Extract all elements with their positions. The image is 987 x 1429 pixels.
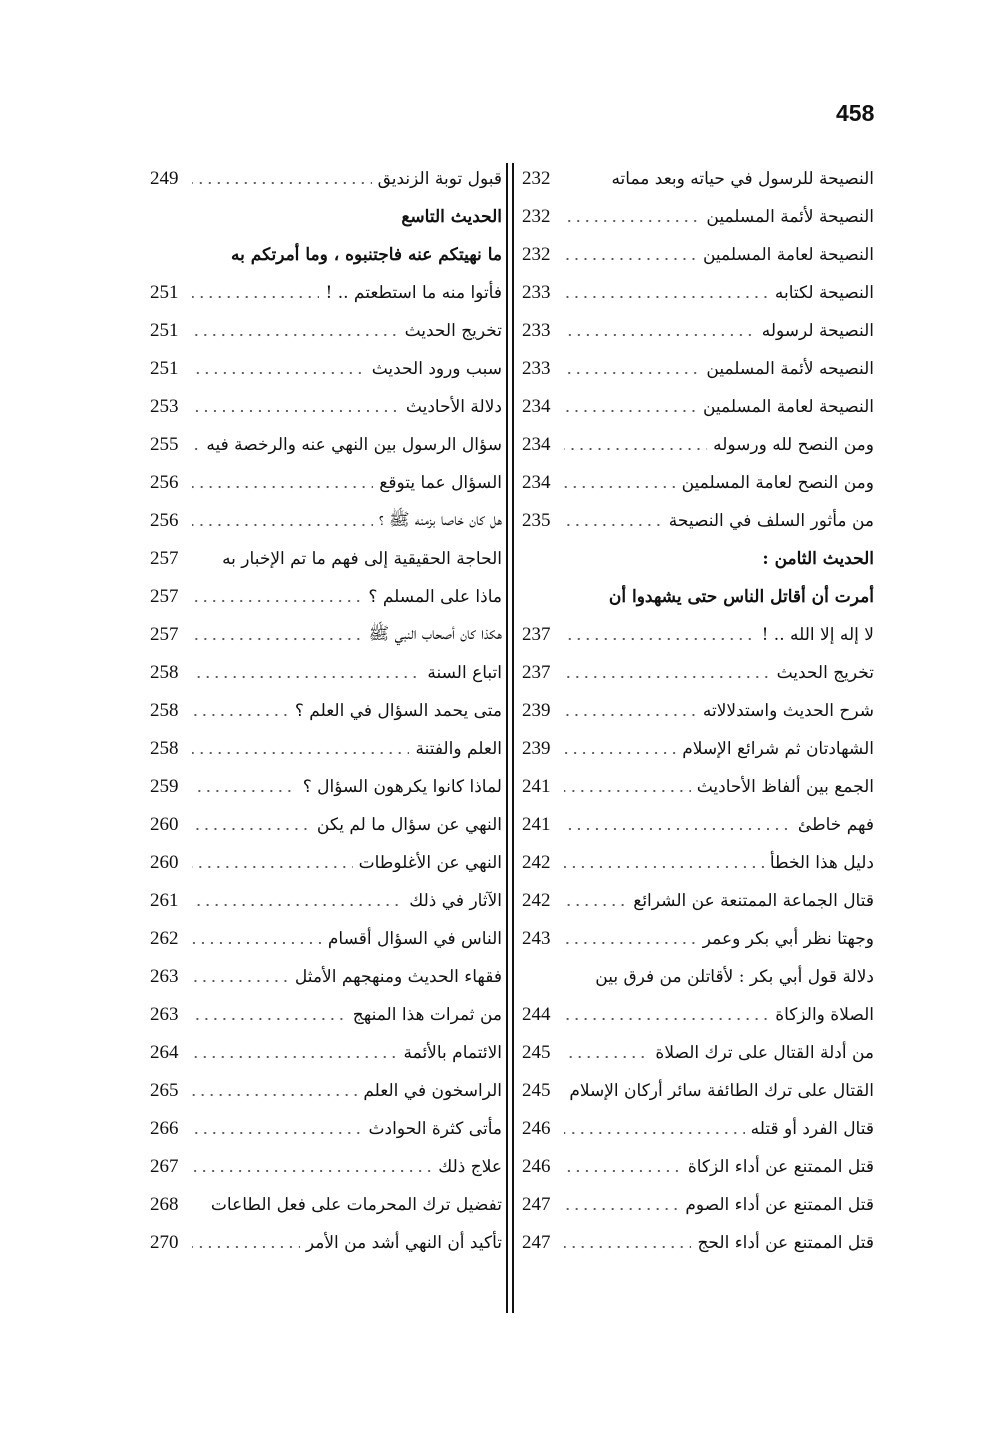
toc-entry-page: 237 (522, 624, 551, 645)
toc-entry-page: 241 (522, 814, 551, 835)
toc-entry-title: اتباع السنة (427, 663, 502, 683)
toc-entry-page: 257 (150, 548, 179, 569)
toc-entry-title: الائتمام بالأئمة (403, 1043, 502, 1063)
toc-entry-page: 264 (150, 1042, 179, 1063)
toc-entry-page: 270 (150, 1232, 179, 1253)
toc-entry-title: السؤال عما يتوقع (379, 473, 502, 493)
toc-entry-page: 232 (522, 168, 551, 189)
dot-leader (192, 1237, 300, 1249)
toc-entry-page: 256 (150, 510, 179, 531)
dot-leader (192, 781, 297, 793)
toc-entry (522, 1224, 874, 1262)
toc-entry-title: هل كان خاصا بزمنه ﷺ ؟ (378, 509, 502, 530)
column-divider (506, 163, 514, 1313)
toc-entry (522, 1072, 874, 1110)
toc-entry-page: 233 (522, 358, 551, 379)
dot-leader (192, 705, 289, 717)
toc-entry-page: 249 (150, 168, 179, 189)
dot-leader (564, 667, 771, 679)
dot-leader (564, 515, 663, 527)
toc-entry-page: 266 (150, 1118, 179, 1139)
toc-entry-title: ومن النصح لعامة المسلمين (681, 473, 874, 493)
dot-leader (192, 553, 216, 565)
toc-entry (150, 1034, 502, 1072)
toc-entry-title: ما نهيتكم عنه فاجتنبوه ، وما أمرتكم به (231, 245, 502, 265)
toc-entry-title: قتل الممتنع عن أداء الصوم (685, 1195, 874, 1215)
toc-entry-page: 258 (150, 662, 179, 683)
toc-entry (522, 388, 874, 426)
toc-entry (150, 1186, 502, 1224)
toc-entry-title: الحديث التاسع (401, 207, 502, 227)
toc-entry-page: 242 (522, 890, 551, 911)
toc-entry-page: 256 (150, 472, 179, 493)
toc-entry-page: 232 (522, 206, 551, 227)
toc-entry (150, 1224, 502, 1262)
toc-entry-title: متى يحمد السؤال في العلم ؟ (294, 701, 502, 721)
toc-entry (150, 464, 502, 502)
toc-entry-page: 241 (522, 776, 551, 797)
toc-entry-title: لماذا كانوا يكرهون السؤال ؟ (302, 777, 502, 797)
toc-entry-title: النصيحه لأئمة المسلمين (706, 359, 874, 379)
toc-entry-page: 245 (522, 1042, 551, 1063)
dot-leader (192, 1199, 205, 1211)
toc-entry-page: 243 (522, 928, 551, 949)
toc-entry-title: من أدلة القتال على ترك الصلاة (655, 1043, 874, 1063)
toc-entry (522, 616, 874, 654)
toc-entry-title: ومن النصح لله ورسوله (713, 435, 874, 455)
toc-entry-page: 247 (522, 1232, 551, 1253)
toc-entry-page: 239 (522, 738, 551, 759)
dot-leader (192, 667, 421, 679)
toc-entry-title: النصيحة لعامة المسلمين (702, 245, 874, 265)
toc-entry-title: قتل الممتنع عن أداء الحج (697, 1233, 874, 1253)
toc-entry (150, 350, 502, 388)
toc-entry-page: 265 (150, 1080, 179, 1101)
toc-entry-page: 260 (150, 814, 179, 835)
toc-entry-page: 251 (150, 320, 179, 341)
toc-entry-page: 246 (522, 1156, 551, 1177)
toc-entry-title: دلالة الأحاديث (405, 397, 502, 417)
toc-entry-page: 233 (522, 282, 551, 303)
toc-entry (150, 160, 502, 198)
toc-entry (522, 844, 874, 882)
dot-leader (192, 401, 400, 413)
toc-entry-page: 258 (150, 700, 179, 721)
toc-entry (150, 578, 502, 616)
toc-entry-title: سؤال الرسول بين النهي عنه والرخصة فيه (206, 435, 502, 455)
dot-leader (192, 173, 372, 185)
dot-leader (192, 1009, 347, 1021)
toc-entry-title: قتل الممتنع عن أداء الزكاة (687, 1157, 874, 1177)
toc-entry-title: النصيحة للرسول في حياته وبعد مماته (611, 169, 874, 189)
dot-leader (192, 477, 373, 489)
toc-entry (150, 958, 502, 996)
toc-entry-page: 263 (150, 1004, 179, 1025)
page-number: 458 (836, 100, 875, 126)
dot-leader (192, 363, 366, 375)
dot-leader (564, 249, 697, 261)
dot-leader (564, 743, 676, 755)
dot-leader (192, 819, 311, 831)
toc-entry (150, 540, 502, 578)
toc-entry-page: 251 (150, 282, 179, 303)
toc-entry (150, 1110, 502, 1148)
toc-entry-title: فأتوا منه ما استطعتم .. ! (325, 283, 502, 303)
toc-entry-page: 242 (522, 852, 551, 873)
toc-entry (522, 160, 874, 198)
toc-entry (150, 1148, 502, 1186)
toc-left-column (150, 160, 502, 1300)
toc-entry-title: مأتى كثرة الحوادث (368, 1119, 502, 1139)
toc-entry-title: النصيحة لعامة المسلمين (702, 397, 874, 417)
toc-entry-title: دليل هذا الخطأ (769, 853, 874, 873)
dot-leader (564, 325, 756, 337)
toc-entry (522, 730, 874, 768)
toc-entry (150, 198, 502, 236)
dot-leader (192, 287, 319, 299)
toc-entry-title: قتال الفرد أو قتله (750, 1119, 874, 1139)
toc-entry (522, 1186, 874, 1224)
toc-entry-title: شرح الحديث واستدلالاته (702, 701, 874, 721)
toc-entry (150, 882, 502, 920)
dot-leader (564, 1009, 769, 1021)
toc-entry (522, 464, 874, 502)
toc-entry (150, 768, 502, 806)
toc-entry-page: 255 (150, 434, 179, 455)
dot-leader (192, 857, 353, 869)
toc-entry-page: 251 (150, 358, 179, 379)
toc-entry (522, 350, 874, 388)
dot-leader (564, 173, 605, 185)
toc-entry (522, 768, 874, 806)
toc-entry (150, 996, 502, 1034)
toc-entry-title: الحديث الثامن : (762, 549, 874, 569)
toc-entry-title: قبول توبة الزنديق (377, 169, 502, 189)
toc-entry-title: الحاجة الحقيقية إلى فهم ما تم الإخبار به (222, 549, 502, 569)
toc-entry-page: 263 (150, 966, 179, 987)
dot-leader (564, 287, 769, 299)
toc-entry-title: علاج ذلك (438, 1157, 502, 1177)
toc-entry (150, 920, 502, 958)
toc-entry (150, 502, 502, 540)
dot-leader (564, 1199, 679, 1211)
toc-entry-title: تأكيد أن النهي أشد من الأمر (305, 1233, 502, 1253)
toc-entry-title: النهي عن سؤال ما لم يكن (316, 815, 502, 835)
toc-entry-page: 257 (150, 624, 179, 645)
toc-entry (150, 616, 502, 654)
dot-leader (192, 1161, 432, 1173)
toc-entry (522, 806, 874, 844)
toc-entry-title: الصلاة والزكاة (775, 1005, 874, 1025)
dot-leader (564, 477, 676, 489)
toc-entry (522, 1034, 874, 1072)
dot-leader (192, 515, 373, 527)
dot-leader (192, 971, 289, 983)
dot-leader (192, 325, 399, 337)
toc-entry-title: النصيحة لكتابه (774, 283, 874, 303)
toc-entry-page: 262 (150, 928, 179, 949)
toc-entry-page: 234 (522, 472, 551, 493)
toc-entry-page: 239 (522, 700, 551, 721)
toc-entry-page: 233 (522, 320, 551, 341)
dot-leader (564, 705, 697, 717)
dot-leader (564, 629, 756, 641)
toc-entry-title: النهي عن الأغلوطات (358, 853, 502, 873)
toc-right-column (522, 160, 874, 1300)
toc-entry-title: هكذا كان أصحاب النبي ﷺ (368, 623, 502, 644)
toc-entry (522, 578, 874, 616)
toc-entry-page: 253 (150, 396, 179, 417)
dot-leader (192, 933, 322, 945)
toc-entry-title: تفضيل ترك المحرمات على فعل الطاعات (210, 1195, 502, 1215)
toc-entry-title: النصيحة لأئمة المسلمين (706, 207, 874, 227)
toc-entry-title: الشهادتان ثم شرائع الإسلام (682, 739, 874, 759)
toc-entry (522, 882, 874, 920)
toc-entry-title: القتال على ترك الطائفة سائر أركان الإسلام (569, 1081, 874, 1101)
toc-entry-page: 247 (522, 1194, 551, 1215)
dot-leader (192, 895, 403, 907)
toc-entry (150, 692, 502, 730)
toc-entry-title: فقهاء الحديث ومنهجهم الأمثل (294, 967, 502, 987)
toc-entry-page: 258 (150, 738, 179, 759)
toc-entry-title: من ثمرات هذا المنهج (352, 1005, 502, 1025)
dot-leader (564, 1047, 649, 1059)
toc-entry (522, 692, 874, 730)
toc-entry-title: لا إله إلا الله .. ! (761, 625, 874, 645)
toc-entry-title: تخريج الحديث (776, 663, 874, 683)
toc-entry-title: وجهتا نظر أبي بكر وعمر (702, 929, 874, 949)
toc-entry-page: 232 (522, 244, 551, 265)
toc-entry-title: أمرت أن أقاتل الناس حتى يشهدوا أن (608, 587, 874, 607)
toc-entry (150, 730, 502, 768)
dot-leader (192, 1085, 357, 1097)
dot-leader (564, 933, 697, 945)
toc-entry (150, 426, 502, 464)
toc-entry (522, 426, 874, 464)
toc-entry-page: 259 (150, 776, 179, 797)
toc-entry-page: 244 (522, 1004, 551, 1025)
dot-leader (192, 1047, 398, 1059)
toc-entry (522, 274, 874, 312)
toc-entry-title: الآثار في ذلك (409, 891, 502, 911)
toc-entry-page: 268 (150, 1194, 179, 1215)
toc-entry-title: العلم والفتنة (415, 739, 502, 759)
dot-leader (564, 857, 764, 869)
dot-leader (564, 439, 707, 451)
toc-entry-title: الناس في السؤال أقسام (327, 929, 502, 949)
dot-leader (564, 211, 700, 223)
toc-entry-title: سبب ورود الحديث (371, 359, 502, 379)
toc-entry-title: من مأثور السلف في النصيحة (668, 511, 874, 531)
dot-leader (192, 591, 362, 603)
toc-entry-page: 261 (150, 890, 179, 911)
toc-entry-page: 234 (522, 434, 551, 455)
toc-entry (150, 312, 502, 350)
toc-entry-page: 257 (150, 586, 179, 607)
toc-entry-title: قتال الجماعة الممتنعة عن الشرائع (633, 891, 874, 911)
toc-entry-page: 234 (522, 396, 551, 417)
toc-entry (150, 236, 502, 274)
toc-entry (150, 844, 502, 882)
toc-entry-page: 237 (522, 662, 551, 683)
toc-entry-title: النصيحة لرسوله (761, 321, 874, 341)
toc-entry (522, 1148, 874, 1186)
dot-leader (192, 743, 409, 755)
toc-entry-title: فهم خاطئ (797, 815, 874, 835)
dot-leader (564, 819, 792, 831)
dot-leader (564, 1123, 745, 1135)
dot-leader (564, 401, 697, 413)
toc-entry (522, 540, 874, 578)
toc-entry-page: 246 (522, 1118, 551, 1139)
toc-entry-title: دلالة قول أبي بكر : لأقاتلن من فرق بين (595, 967, 874, 987)
toc-entry (150, 1072, 502, 1110)
dot-leader (564, 1161, 682, 1173)
dot-leader (564, 1237, 691, 1249)
toc-entry-page: 235 (522, 510, 551, 531)
toc-entry (522, 654, 874, 692)
dot-leader (564, 895, 627, 907)
toc-entry-page: 245 (522, 1080, 551, 1101)
dot-leader (192, 629, 363, 641)
toc-entry-title: تخريج الحديث (404, 321, 502, 341)
toc-entry (522, 958, 874, 996)
toc-entry (522, 920, 874, 958)
toc-entry-page: 260 (150, 852, 179, 873)
dot-leader (192, 439, 200, 451)
toc-entry (150, 654, 502, 692)
dot-leader (564, 363, 700, 375)
toc-entry-title: الراسخون في العلم (363, 1081, 502, 1101)
toc-entry (522, 198, 874, 236)
toc-entry (150, 388, 502, 426)
toc-entry-title: الجمع بين ألفاظ الأحاديث (696, 777, 874, 797)
toc-entry (522, 502, 874, 540)
toc-entry (150, 806, 502, 844)
dot-leader (564, 781, 691, 793)
dot-leader (192, 1123, 363, 1135)
toc-entry (522, 1110, 874, 1148)
toc-entry (522, 236, 874, 274)
toc-entry (522, 312, 874, 350)
toc-entry (522, 996, 874, 1034)
toc-entry-page: 267 (150, 1156, 179, 1177)
toc-entry-title: ماذا على المسلم ؟ (368, 587, 502, 607)
toc-entry (150, 274, 502, 312)
